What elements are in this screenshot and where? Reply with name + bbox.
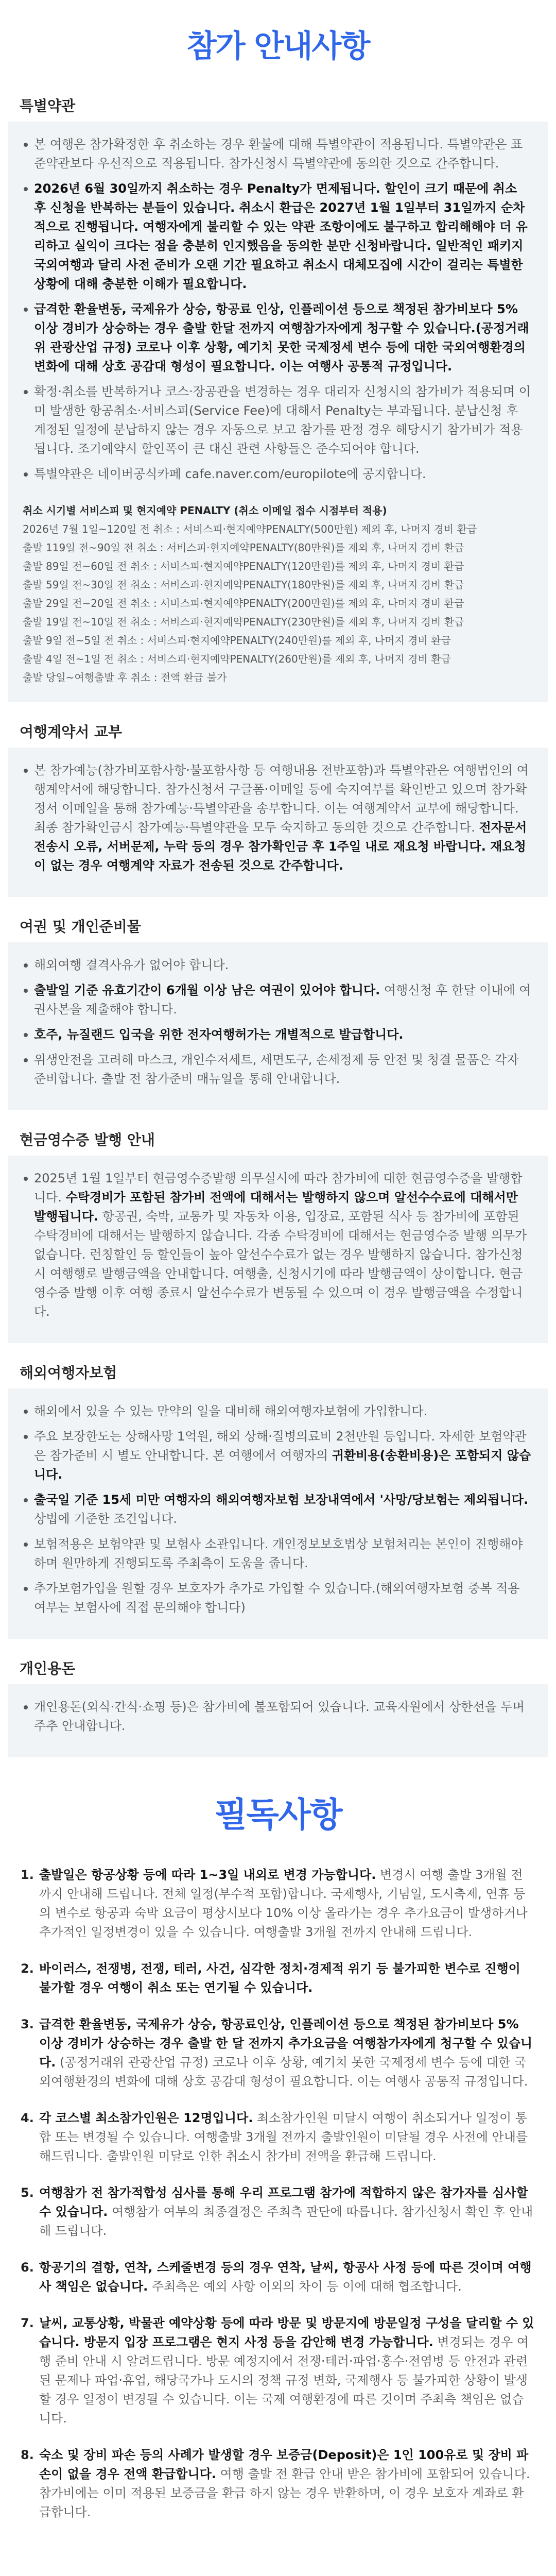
- bullet-text: 출국일 기준 15세 미만 여행자의 해외여행자보험 보장내역에서 '사망/당보험는 제외됩니다. 상법에 기준한 조건입니다.: [23, 1490, 531, 1529]
- bullet-text: 해외여행 결격사유가 없어야 합니다.: [23, 956, 531, 975]
- section-panel: [8, 122, 548, 702]
- section-title: 여권 및 개인준비물: [20, 918, 141, 935]
- section-contract: [0, 714, 556, 897]
- section-panel: [8, 942, 548, 1110]
- section-cash-receipt: [0, 1122, 556, 1343]
- penalty-list: [23, 520, 531, 687]
- required-item: 4. 각 코스별 최소참가인원은 12명입니다. 최소참가인원 미달시 여행이 취소되거나 일정이 통합 또는 변경될 수 있습니다. 여행출발 3개월 전까지 출발인원이 미달될 경우 사전에 안내를 해드립니다. 출발인원 미달로 인한 취소시 참가비 전액을 환급해 드립니다.: [21, 2111, 528, 2163]
- penalty-row: 출발 59일 전~30일 전 취소 : 서비스피·현지예약PENALTY(180만원)를 제외 후, 나머지 경비 환급: [23, 579, 464, 591]
- required-item: 8. 숙소 및 장비 파손 등의 사례가 발생할 경우 보증금(Deposit)은 1인 100유로 및 장비 파손이 없을 경우 전액 환급합니다. 여행 출발 전 환급 안내 받은 참가비에 포함되어 있습니다. 참가비에는 이미 적용된 보증금을 환급 하지 않는 경우 반환하며, 이 경우 보호자 계좌로 환급합니다.: [21, 2448, 530, 2519]
- section-passport: [0, 908, 556, 1110]
- bullet-text: 위생안전을 고려해 마스크, 개인수저세트, 세면도구, 손세정제 등 안전 및 청결 물품은 각자 준비합니다. 출발 전 참가준비 매뉴얼을 통해 안내합니다.: [23, 1050, 531, 1089]
- penalty-table-title: 취소 시기별 서비스피 및 현지예약 PENALTY (취소 이메일 접수 시점부터 적용): [23, 504, 387, 517]
- section-title: 해외여행자보험: [20, 1364, 117, 1381]
- bullet-text: 해외에서 있을 수 있는 만약의 일을 대비해 해외여행자보험에 가입합니다.: [23, 1402, 531, 1421]
- section-title: 개인용돈: [20, 1660, 76, 1677]
- bullet-text: 확정·취소를 반복하거나 코스·장공관을 변경하는 경우 대리자 신청시의 참가비가 적용되며 이미 발생한 항공취소·서비스피(Service Fee)에 대해서 Penalty는 부과됩니다. 분납신청 후 계정된 일정에 분납하지 않는 경우 자동으로 보고 참가를 판정 경우 해당시기 참가비가 적용됩니다. 조기예약시 할인폭이 큰 대신 관련 사항들은 준수되어야 합니다.: [23, 382, 531, 459]
- required-item: 1. 출발일은 항공상황 등에 따라 1~3일 내외로 변경 가능합니다. 변경시 여행 출발 3개월 전까지 안내해 드립니다. 전체 일정(부수적 포함)합니다. 국제행사, 기념일, 도시축제, 연휴 등의 변수로 항공과 숙박 요금이 평상시보다 10% 이상 올라가는 경우 추가요금이 발생하거나 추가적인 일정변경이 있을 수 있습니다. 여행출발 3개월 전까지 안내해 드립니다.: [21, 1868, 528, 1939]
- penalty-row: 출발 89일 전~60일 전 취소 : 서비스피·현지예약PENALTY(120만원)를 제외 후, 나머지 경비 환급: [23, 560, 464, 572]
- section-title: 여행계약서 교부: [20, 723, 123, 740]
- penalty-row: 출발 9일 전~5일 전 취소 : 서비스피·현지예약PENALTY(240만원)를 제외 후, 나머지 경비 환급: [23, 634, 451, 647]
- penalty-row: 출발 4일 전~1일 전 취소 : 서비스피·현지예약PENALTY(260만원)를 제외 후, 나머지 경비 환급: [23, 653, 451, 665]
- bullet-text: 개인용돈(외식·간식·쇼핑 등)은 참가비에 불포함되어 있습니다. 교육자원에서 상한선을 두며 주추 안내합니다.: [23, 1698, 531, 1736]
- penalty-row: 출발 29일 전~20일 전 취소 : 서비스피·현지예약PENALTY(200만원)를 제외 후, 나머지 경비 환급: [23, 597, 464, 609]
- page-header: [0, 0, 556, 88]
- required-item: 5. 여행참가 전 참가적합성 심사를 통해 우리 프로그램 참가에 적합하지 않은 참가자를 심사할 수 있습니다. 여행참가 여부의 최종결정은 주최측 판단에 따릅니다. 참가신청서 확인 후 안내해 드립니다.: [21, 2185, 533, 2238]
- section-special: [0, 88, 556, 702]
- section-insurance: [0, 1354, 556, 1639]
- page-title: 참가 안내사항: [186, 28, 370, 64]
- section-panel: [8, 748, 548, 897]
- required-item: 3. 급격한 환율변동, 국제유가 상승, 항공료인상, 인플레이션 등으로 책정된 참가비보다 5% 이상 경비가 상승하는 경우 출발 한 달 전까지 추가요금을 여행참가자에게 청구할 수 있습니다. (공정거래위 관광산업 규정) 코로나 이후 상황, 예기치 못한 국제정세 변수 등에 대한 국외여행환경의 변화에 대해 상호 공감대 형성이 필요합니다. 이는 여행사 공통적 규정입니다.: [21, 2017, 533, 2089]
- required-header: [0, 1757, 556, 1866]
- section-panel: [8, 1156, 548, 1343]
- penalty-row: 출발 19일 전~10일 전 취소 : 서비스피·현지예약PENALTY(230만원)를 제외 후, 나머지 경비 환급: [23, 616, 464, 628]
- bullet-text-bold: 급격한 환율변동, 국제유가 상승, 항공료 인상, 인플레이션 등으로 책정된 참가비보다 5% 이상 경비가 상승하는 경우 출발 한달 전까지 여행참가자에게 청구할 수 있습니다.(공정거래위 관광산업 규정) 코로나 이후 상황, 예기치 못한 국제정세 변수 등에 대한 국외여행환경의 변화에 대해 상호 공감대 형성이 필요합니다. 이는 여행사 공통적 규정입니다.: [23, 300, 531, 376]
- penalty-row: 2026년 7월 1일~120일 전 취소 : 서비스피·현지예약PENALTY(500만원) 제외 후, 나머지 경비 환급: [23, 523, 477, 535]
- bullet-text-bold: 2026년 6월 30일까지 취소하는 경우 Penalty가 면제됩니다. 할인이 크기 때문에 취소 후 신청을 반복하는 분들이 있습니다. 취소시 환급은 2027년 1월 1일부터 31일까지 순차적으로 진행됩니다. 여행자에게 불리할 수 있는 약관 조항이에도 불구하고 합리해해야 더 유리하고 실익이 크다는 점을 충분히 인지했음을 동의한 분만 신청바랍니다. 일반적인 패키지 국외여행과 달리 사전 준비가 오랜 기간 필요하고 취소시 대체모집에 시간이 걸리는 특별한 상황에 대해 충분한 이해가 필요합니다.: [23, 179, 531, 294]
- bullet-text: 보험적용은 보험약관 및 보험사 소관입니다. 개인정보보호법상 보험처리는 본인이 진행해야 하며 원만하게 진행되도록 주최측이 도움을 줍니다.: [23, 1535, 531, 1573]
- bullet-text: 특별약관은 네이버공식카페 cafe.naver.com/europilote에 공지합니다.: [23, 465, 531, 484]
- required-item: 7. 날씨, 교통상황, 박물관 예약상황 등에 따라 방문 및 방문지에 방문일정 구성을 달리할 수 있습니다. 방문지 입장 프로그램은 현지 사정 등을 감안해 변경 가능합니다. 변경되는 경우 여행 준비 안내 시 알려드립니다. 방문 예정지에서 전쟁·테러·파업·홍수·전염병 등 안전과 관련된 문제나 파업·휴업, 해당국가나 도시의 정책 규정 변화, 국제행사 등 불가피한 상황이 발생할 경우 일정이 변경될 수 있습니다. 이는 국제 여행환경에 따른 것이며 주최측 책임은 없습니다.: [21, 2316, 534, 2426]
- bullet-text: 2025년 1월 1일부터 현금영수증발행 의무실시에 따라 참가비에 대한 현금영수증을 발행합니다. 수탁경비가 포함된 참가비 전액에 대해서는 발행하지 않으며 알선수수료에 대해서만 발행됩니다. 항공권, 숙박, 교통카 및 자동차 이용, 입장료, 포함된 식사 등 참가비에 포함된 수탁경비에 대해서는 발행하지 않습니다. 각종 수탁경비에 대해서는 현금영수증 발행 의무가 없습니다. 런칭할인 등 할인들이 높아 알선수수료가 없는 경우 발행하지 않습니다. 참가신청시 여행행로 발행금액을 안내합니다. 여행출, 신청시기에 따라 발행금액이 상이합니다. 현금영수증 발행 이후 여행 종료시 알선수수료가 변동될 수 있으며 이 경우 발행금액을 수정합니다.: [23, 1169, 531, 1321]
- bullet-text: 본 참가예능(참가비포함사항·불포함사항 등 여행내용 전반포함)과 특별약관은 여행법인의 여행계약서에 해당합니다. 참가신청서 구글폼·이메일 등에 숙지여부를 확인받고 있으며 참가확정서 이메일을 통해 참가예능·특별약관을 송부합니다. 이는 여행계약서 교부에 해당합니다. 최종 참가확인금시 참가예능·특별약관을 모두 숙지하고 동의한 것으로 간주합니다. 전자문서 전송시 오류, 서버문제, 누락 등의 경우 참가확인금 후 1주일 내로 재요청 바랍니다. 재요청이 없는 경우 여행계약 자료가 전송된 것으로 간주합니다.: [23, 761, 531, 875]
- required-item: 6. 항공기의 결항, 연착, 스케줄변경 등의 경우 연착, 날씨, 항공사 사정 등에 따른 것이며 여행사 책임은 없습니다. 주최측은 예외 사항 이외의 차이 등 이에 대해 협조합니다.: [21, 2260, 532, 2294]
- required-item: 2. 바이러스, 전쟁병, 전쟁, 테러, 사건, 심각한 정치·경제적 위기 등 불가피한 변수로 진행이 불가할 경우 여행이 취소 또는 연기될 수 있습니다.: [21, 1961, 520, 1995]
- section-pocket-money: [0, 1650, 556, 1757]
- bullet-text: 호주, 뉴질랜드 입국을 위한 전자여행허가는 개별적으로 발급합니다.: [23, 1025, 531, 1044]
- penalty-row: 출발 119일 전~90일 전 취소 : 서비스피·현지예약PENALTY(80만원)를 제외 후, 나머지 경비 환급: [23, 541, 464, 554]
- bullet-text: 주요 보장한도는 상해사망 1억원, 해외 상해·질병의료비 2천만원 등입니다. 자세한 보험약관은 참가준비 시 별도 안내합니다. 본 여행에서 여행자의 귀환비용(송환비용)은 포함되지 않습니다.: [23, 1427, 531, 1484]
- section-panel: [8, 1684, 548, 1757]
- bullet-text: 본 여행은 참가확정한 후 취소하는 경우 환불에 대해 특별약관이 적용됩니다. 특별약관은 표준약관보다 우선적으로 적용됩니다. 참가신청시 특별약관에 동의한 것으로 간주합니다.: [23, 135, 531, 173]
- required-title: 필독사항: [214, 1794, 342, 1835]
- section-title: 현금영수증 발행 안내: [20, 1131, 155, 1148]
- penalty-row: 출발 당일~여행출발 후 취소 : 전액 환급 불가: [23, 671, 227, 684]
- section-title: 특별약관: [20, 97, 76, 114]
- bullet-text: 출발일 기준 유효기간이 6개월 이상 남은 여권이 있어야 합니다. 여행신청 후 한달 이내에 여권사본을 제출해야 합니다.: [23, 981, 531, 1019]
- bullet-text: 추가보험가입을 원할 경우 보호자가 추가로 가입할 수 있습니다.(해외여행자보험 중복 적용 여부는 보험사에 직접 문의해야 합니다): [23, 1579, 531, 1617]
- section-panel: [8, 1388, 548, 1639]
- required-list: [0, 1866, 556, 2522]
